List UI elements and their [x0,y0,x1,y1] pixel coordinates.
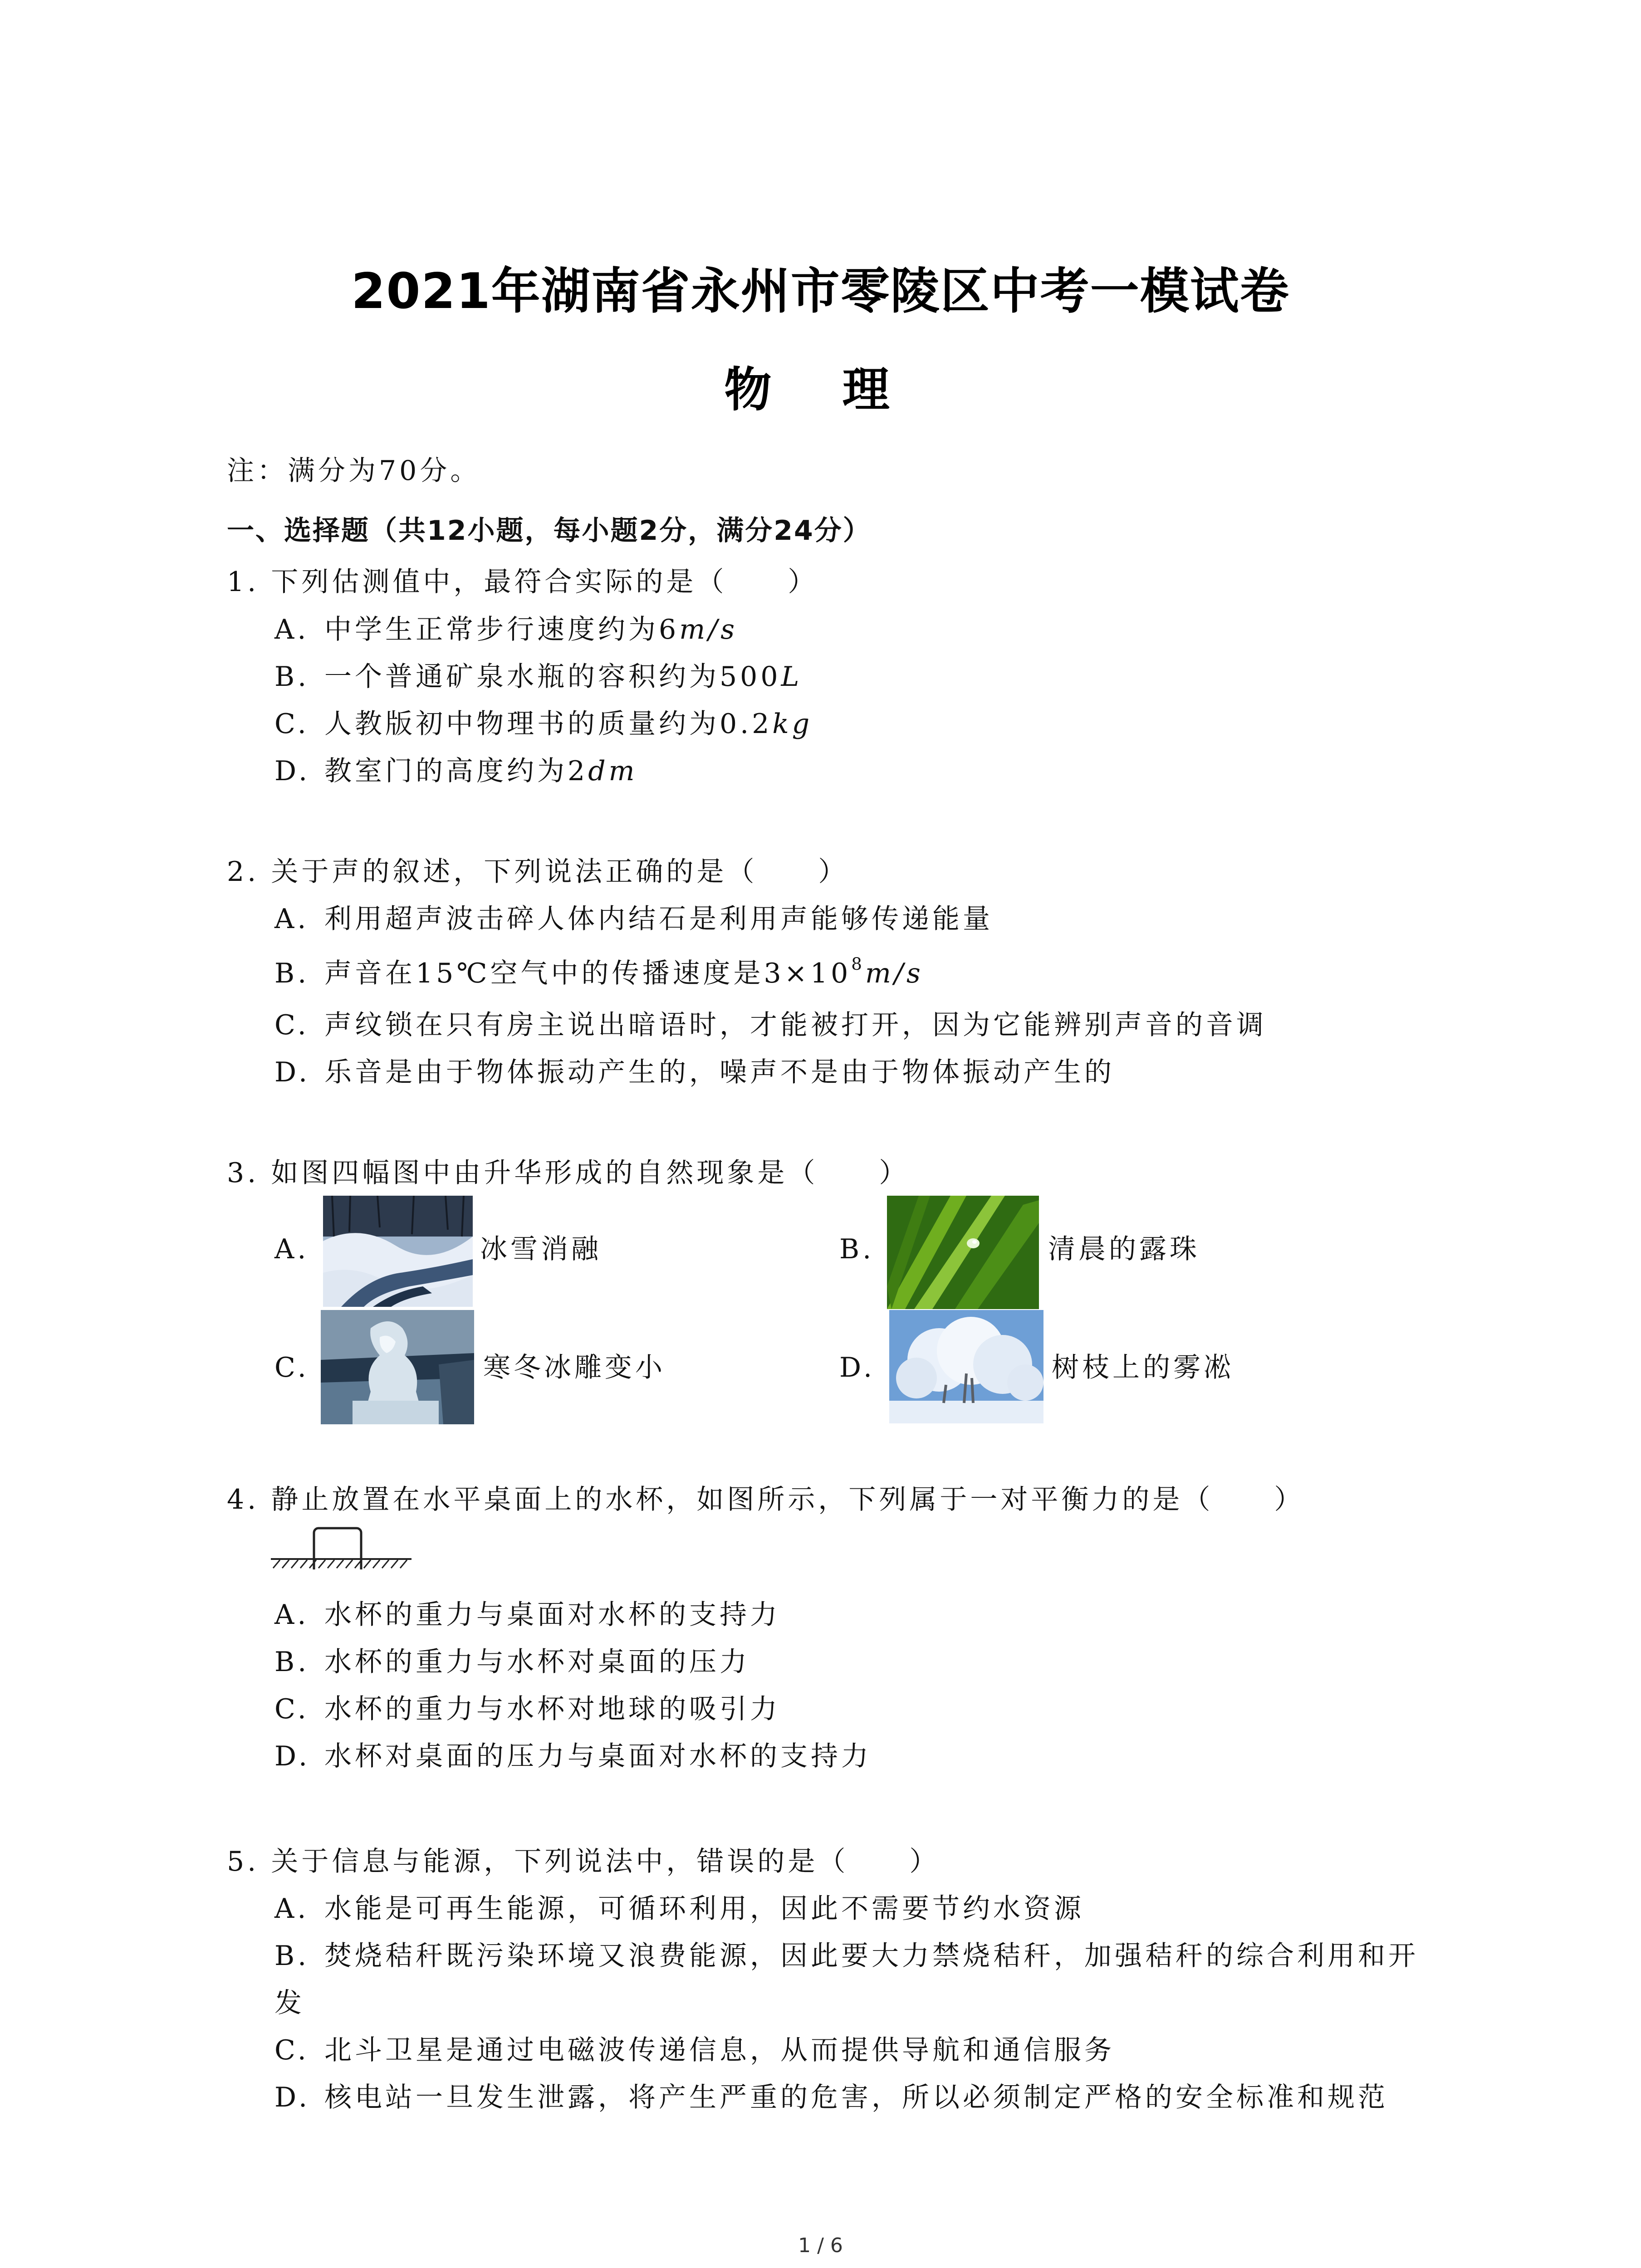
question-3-option-b-letter: B. [839,1233,875,1265]
cup-on-table-diagram [269,1526,414,1569]
question-3-stem: 3. 如图四幅图中由升华形成的自然现象是（ ） [227,1157,910,1189]
question-5-stem: 5. 关于信息与能源，下列说法中，错误的是（ ） [227,1846,940,1877]
question-4-stem: 4. 静止放置在水平桌面上的水杯，如图所示，下列属于一对平衡力的是（ ） [227,1484,1305,1515]
question-1-option-d: D. 教室门的高度约为2dm [274,755,638,787]
score-note: 注：满分为70分。 [227,455,481,487]
section-heading: 一、选择题（共12小题，每小题2分，满分24分） [227,515,872,547]
question-1-option-b: B. 一个普通矿泉水瓶的容积约为500L [274,661,803,693]
question-3-option-d-letter: D. [839,1352,876,1383]
question-5-option-a: A. 水能是可再生能源，可循环利用，因此不需要节约水资源 [274,1893,1084,1925]
question-5-option-b: B. 焚烧秸秆既污染环境又浪费能源，因此要大力禁烧秸秆，加强秸秆的综合利用和开 [274,1940,1419,1972]
rime-tree-image [889,1310,1043,1423]
grass-dew-photo [887,1196,1039,1309]
rime-tree-photo [889,1310,1043,1423]
question-4-option-d: D. 水杯对桌面的压力与桌面对水杯的支持力 [274,1740,872,1772]
question-3-option-a-text: 冰雪消融 [480,1233,602,1265]
question-5-option-b-continuation: 发 [274,1987,305,2019]
question-1-stem: 1. 下列估测值中，最符合实际的是（ ） [227,566,818,598]
question-3-option-b-text: 清晨的露珠 [1048,1233,1200,1265]
question-2-option-c: C. 声纹锁在只有房主说出暗语时，才能被打开，因为它能辨别声音的音调 [274,1009,1267,1041]
question-2-stem: 2. 关于声的叙述，下列说法正确的是（ ） [227,856,849,888]
question-2-option-a: A. 利用超声波击碎人体内结石是利用声能够传递能量 [274,903,993,935]
page-number: 1 / 6 [798,2234,843,2257]
snow-creek-photo [323,1196,473,1307]
question-3-option-d-text: 树枝上的雾凇 [1052,1352,1234,1383]
question-4-option-c: C. 水杯的重力与水杯对地球的吸引力 [274,1693,780,1725]
question-4-option-b: B. 水杯的重力与水杯对桌面的压力 [274,1646,750,1678]
snow-creek-image [323,1196,473,1307]
question-3-option-c-letter: C. [274,1352,309,1383]
subject-title: 物 理 [724,362,917,417]
grass-dew-image [887,1196,1039,1309]
cup-diagram [269,1526,414,1569]
question-2-option-d: D. 乐音是由于物体振动产生的，噪声不是由于物体振动产生的 [274,1056,1115,1088]
ice-sculpture-image [321,1310,474,1424]
question-5-option-d: D. 核电站一旦发生泄露，将产生严重的危害，所以必须制定严格的安全标准和规范 [274,2082,1388,2113]
question-3-option-c-text: 寒冬冰雕变小 [483,1352,666,1383]
question-2-option-b: B. 声音在15℃空气中的传播速度是$3\times 10^8m/s$ [274,954,924,989]
question-4-option-a: A. 水杯的重力与桌面对水杯的支持力 [274,1599,780,1631]
question-3-option-a-letter: A. [274,1233,309,1265]
question-5-option-c: C. 北斗卫星是通过电磁波传递信息，从而提供导航和通信服务 [274,2034,1115,2066]
ice-sculpture-photo [321,1310,474,1424]
question-1-option-a: A. 中学生正常步行速度约为6m/s [274,614,738,645]
question-1-option-c: C. 人教版初中物理书的质量约为0.2kg [274,708,813,740]
exam-title: 2021年湖南省永州市零陵区中考一模试卷 [351,263,1290,320]
